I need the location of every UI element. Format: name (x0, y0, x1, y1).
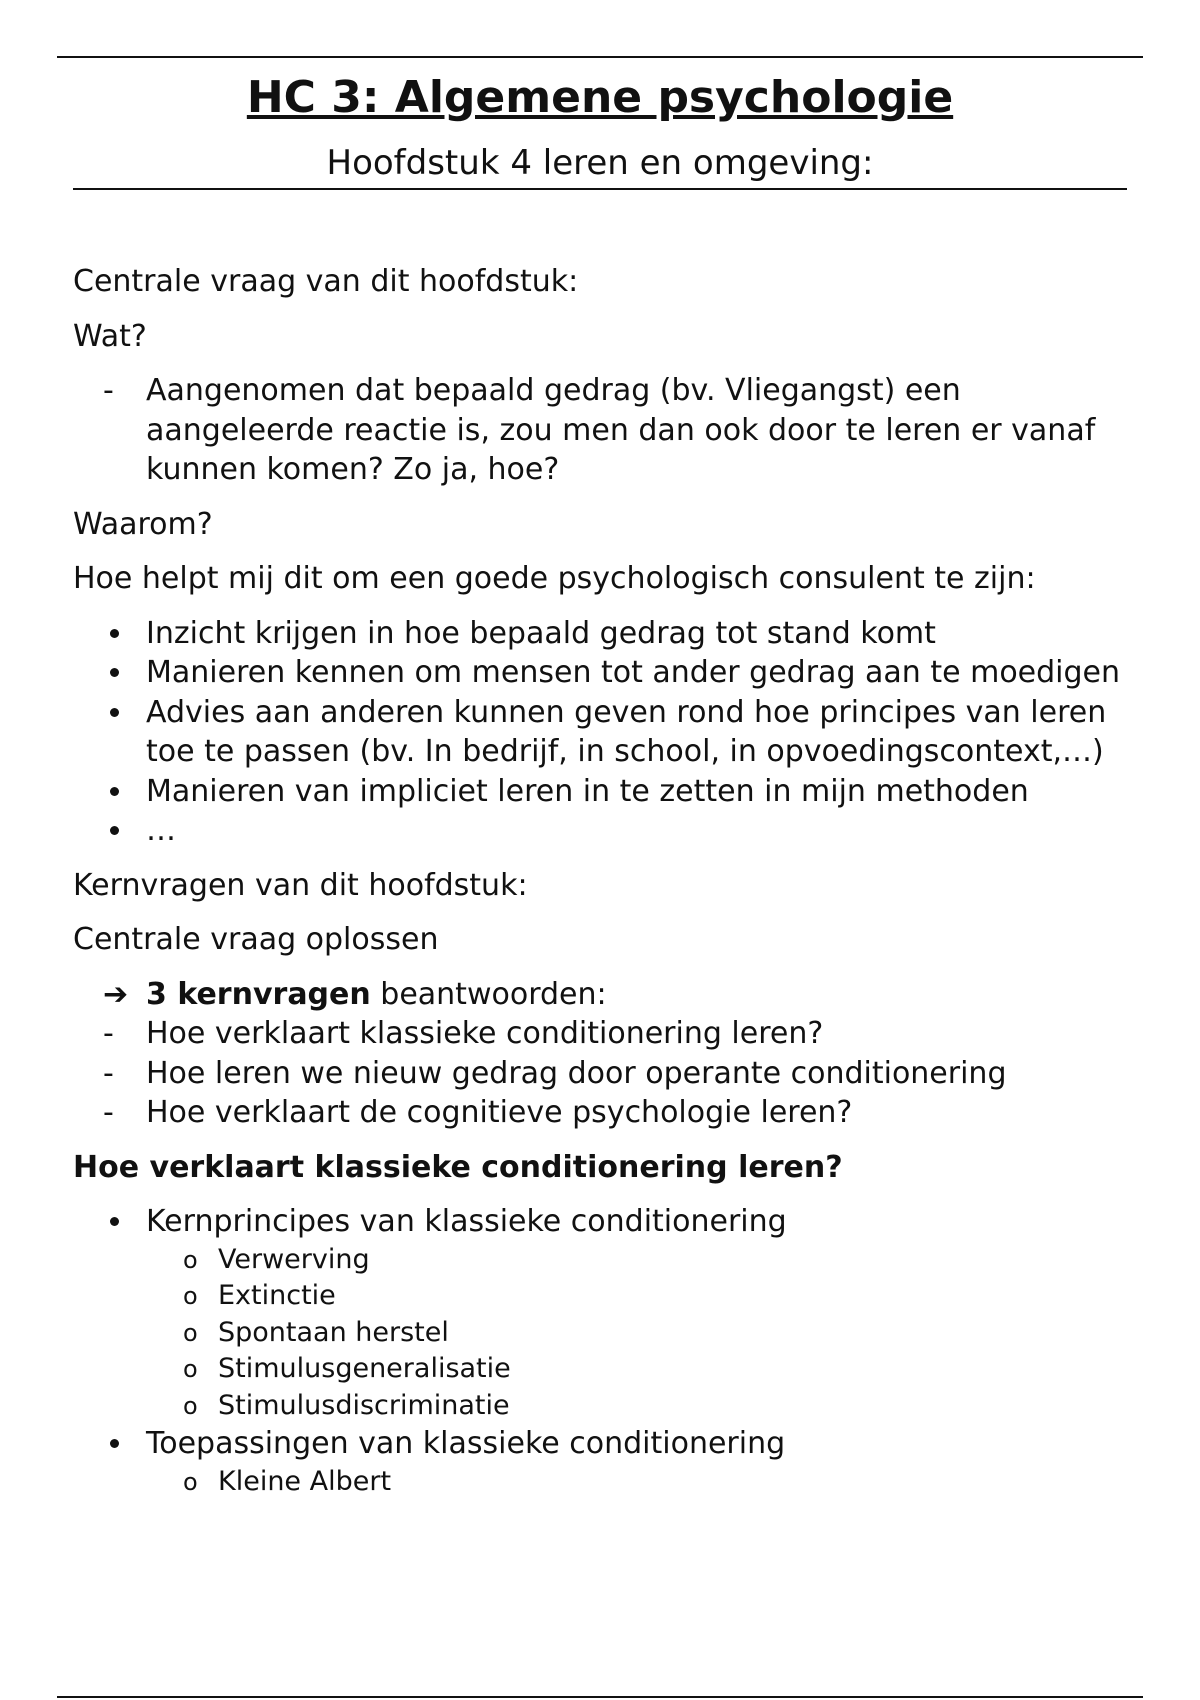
list-item-text: Advies aan anderen kunnen geven rond hoe principes van leren toe te passen (bv. In bedrijf, in school, in opvoedingscontext,…) (146, 694, 1107, 769)
subtitle-rule (73, 188, 1127, 190)
list-item (73, 614, 1133, 654)
list-item (73, 1054, 1133, 1094)
sub-list-item-text: Kleine Albert (218, 1465, 392, 1497)
oplossen-line: Centrale vraag oplossen (73, 922, 439, 957)
kern-heading: Kernvragen van dit hoofdstuk: (73, 867, 528, 903)
sub-list-item (146, 1351, 1133, 1388)
document-body (73, 262, 1133, 1515)
sub-list-item-text: Verwerving (218, 1243, 370, 1275)
list-item (73, 975, 1133, 1015)
sub-list-item-text: Stimulusdiscriminatie (218, 1389, 510, 1421)
top-rule (57, 56, 1143, 58)
sub-list-item (146, 1242, 1133, 1279)
sub-list (146, 1242, 1133, 1425)
dash-marker: - (103, 1016, 114, 1051)
list-item-text: Kernprincipes van klassieke conditionering (146, 1204, 787, 1239)
section-heading: Hoe verklaart klassieke conditionering leren? (73, 1149, 843, 1185)
sub-list-item (146, 1315, 1133, 1352)
list-item (73, 371, 1133, 490)
list-item (73, 693, 1133, 772)
bottom-rule (57, 1696, 1143, 1698)
sub-bullet: o (183, 1282, 198, 1310)
help-list (73, 614, 1133, 851)
list-item (73, 1014, 1133, 1054)
sub-bullet: o (183, 1355, 198, 1383)
sub-list (146, 1464, 1133, 1501)
kernvragen-bold: 3 kernvragen (146, 976, 371, 1012)
list-item (73, 811, 1133, 851)
list-item-text: Manieren van impliciet leren in te zetten in mijn methoden (146, 773, 1029, 809)
page-title: HC 3: Algemene psychologie (246, 72, 954, 123)
list-item-text: Inzicht krijgen in hoe bepaald gedrag tot stand komt (146, 615, 936, 651)
sub-list-item-text: Stimulusgeneralisatie (218, 1353, 511, 1384)
help-line: Hoe helpt mij dit om een goede psychologisch consulent te zijn: (73, 561, 1036, 596)
list-item (73, 1424, 1133, 1500)
sub-bullet: o (183, 1467, 198, 1496)
page-subtitle: Hoofdstuk 4 leren en omgeving: (326, 143, 874, 183)
list-item-text: Hoe leren we nieuw gedrag door operante conditionering (146, 1055, 1007, 1091)
sub-list-item (146, 1388, 1133, 1425)
list-item-text: Manieren kennen om mensen tot ander gedrag aan te moedigen (146, 655, 1121, 690)
section-list (73, 1202, 1133, 1500)
waarom-label: Waarom? (73, 506, 213, 542)
dash-marker: - (103, 1055, 114, 1091)
list-item-text: Aangenomen dat bepaald gedrag (bv. Vliegangst) een aangeleerde reactie is, zou men dan ook door te leren er vanaf kunnen komen? Zo ja, hoe? (146, 373, 1096, 487)
kernvragen-list (73, 975, 1133, 1133)
dash-marker: - (103, 373, 114, 408)
arrow-icon: ➔ (103, 976, 129, 1012)
sub-list-item-text: Spontaan herstel (218, 1316, 449, 1348)
list-item-text: Hoe verklaart de cognitieve psychologie leren? (146, 1095, 853, 1130)
wat-label: Wat? (73, 318, 147, 354)
list-item-text: Hoe verklaart klassieke conditionering leren? (146, 1016, 824, 1051)
list-item-text: Toepassingen van klassieke conditionering (146, 1426, 786, 1461)
sub-bullet: o (183, 1318, 198, 1347)
central-heading: Centrale vraag van dit hoofdstuk: (73, 264, 579, 299)
list-item (73, 653, 1133, 693)
list-item-text: … (146, 813, 176, 848)
kernvragen-rest: beantwoorden: (370, 976, 607, 1012)
sub-list-item (146, 1464, 1133, 1501)
dash-marker: - (103, 1095, 114, 1130)
sub-bullet: o (183, 1391, 198, 1420)
sub-bullet: o (183, 1245, 198, 1274)
list-item (73, 1202, 1133, 1424)
sub-list-item (146, 1278, 1133, 1315)
wat-list (73, 371, 1133, 490)
sub-list-item-text: Extinctie (218, 1280, 336, 1311)
list-item (73, 772, 1133, 812)
list-item (73, 1093, 1133, 1133)
